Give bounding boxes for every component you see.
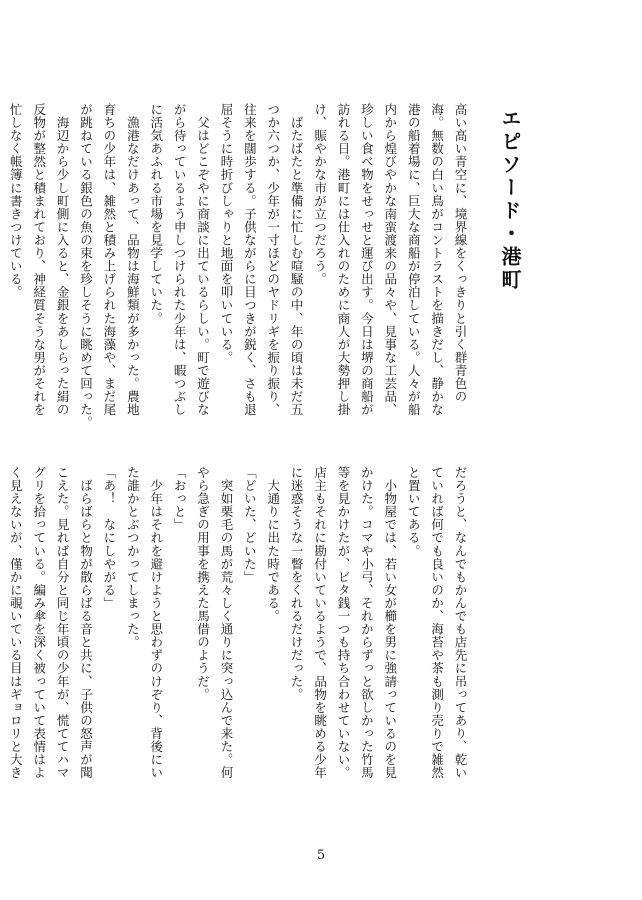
text-line: 少年はそれを避けようと思わずのけぞり、背後にい [148, 466, 164, 780]
text-line: 「どいた、どいた」 [242, 466, 258, 584]
text-line: つか六つか、少年が一寸ほどのヤドリギを振り振り、 [265, 103, 281, 417]
text-line: 漁港なだけあって、品物は海鮮類が多かった。農地 [125, 103, 141, 417]
text-line: 珍しい食べ物をせっせと運び出す。今日は堺の商船が [359, 103, 375, 417]
text-line: 訪れる日。港町には仕入れのために商人が大勢押し掛 [335, 103, 351, 417]
text-line: 高い高い青空に、境界線をくっきりと引く群青色の [453, 103, 468, 404]
text-line: 「あ！ なにしやがる」 [101, 466, 117, 610]
text-line: こえた。見れば自分と同じ年頃の少年が、慌ててハマ [55, 466, 71, 780]
text-line: だろうと、なんでもかんでも店先に吊ってあり、乾い [453, 466, 468, 780]
text-line: 屈そうに時折びしゃりと地面を叩いている。 [218, 103, 234, 364]
text-line [0, 103, 4, 443]
text-line: 海。無数の白い鳥がコントラストを描きだし、静かな [429, 103, 445, 417]
lower-text-column [8, 466, 472, 806]
text-line: 「おっと」 [172, 466, 188, 532]
text-line: 忙しなく帳簿に書きつけている。 [8, 103, 24, 299]
text-line: やら急ぎの用事を携えた馬借のようだ。 [195, 466, 211, 701]
text-line: 反物が整然と積まれており、神経質そうな男がそれを [31, 103, 47, 417]
text-line: がら待っているよう申しつけられた少年は、暇つぶし [172, 103, 188, 417]
text-line: 往来を闊歩する。子供ながらに目つきが鋭く、さも退 [242, 103, 258, 417]
text-line: グリを拾っている。編み傘を深く被っていて表情はよ [31, 466, 47, 780]
text-line: 港の船着場に、巨大な商船が停泊している。人々が船 [406, 103, 422, 417]
text-line: け、賑やかな市が立つだろう。 [312, 103, 328, 286]
text-line: 父はどこぞやに商談に出ているらしい。町で遊びな [195, 103, 211, 417]
text-line: と置いてある。 [406, 466, 422, 558]
text-line: 店主もそれに勘付いているようで、品物を眺める少年 [312, 466, 328, 780]
text-line: 等を見かけたが、ビタ銭一つも持ち合わせていない。 [335, 466, 351, 780]
page-number: 5 [316, 848, 326, 863]
episode-title: エピソード・港町 [498, 108, 522, 292]
text-line: く見えないが、僅かに覗いている目はギョロリと大き [8, 466, 24, 780]
text-line: が跳ねている銀色の魚の束を珍しそうに眺めて回った。 [78, 103, 94, 430]
text-line: 海辺から少し町側に入ると、金銀をあしらった絹の [55, 103, 71, 417]
text-line: ばらばらと物が散らばる音と共に、子供の怒声が聞 [78, 466, 94, 780]
text-line: 小物屋では、若い女が櫛を男に強請っているのを見 [382, 466, 398, 780]
text-line: に活気あふれる市場を見学していた。 [148, 103, 164, 325]
text-line: た誰かとぶつかってしまった。 [125, 466, 141, 649]
upper-text-column [8, 103, 472, 443]
text-line: 育ちの少年は、雑然と積み上げられた海藻や、まだ尾 [101, 103, 117, 417]
text-line: ばたばたと準備に忙しむ喧騒の中、年の頃は未だ五 [289, 103, 305, 417]
text-line: かけた。コマや小弓、それからずっと欲しかった竹馬 [359, 466, 375, 780]
text-line: 突如栗毛の馬が荒々しく通りに突っ込んで来た。何 [218, 466, 234, 780]
text-line: 大通りに出た時である。 [265, 466, 281, 623]
text-line: ていれば何でも良いのか、海苔や茶も測り売りで雑然 [429, 466, 445, 780]
text-line: 内から煌びやかな南蛮渡来の品々や、見事な工芸品、 [382, 103, 398, 417]
text-line: に迷惑そうな一瞥をくれるだけだった。 [289, 466, 305, 701]
